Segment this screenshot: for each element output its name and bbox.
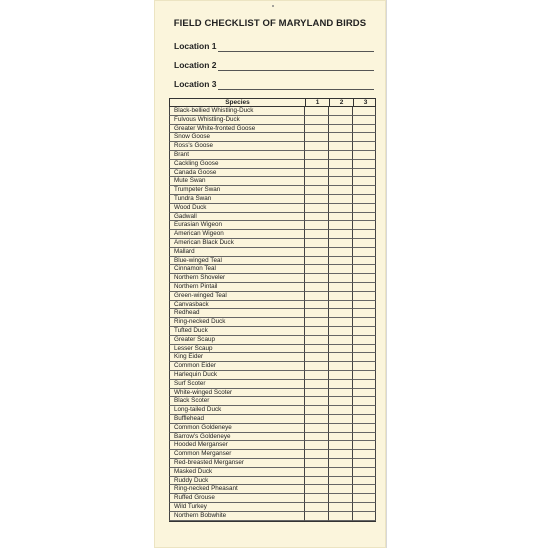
tally-box-location-1[interactable] <box>304 318 328 327</box>
tally-box-location-3[interactable] <box>352 353 376 362</box>
table-row <box>169 353 376 362</box>
species-name: Black-bellied Whistling-Duck <box>169 107 304 116</box>
tally-box-location-1[interactable] <box>304 468 328 477</box>
species-name: Brant <box>169 151 304 160</box>
table-row <box>169 301 376 310</box>
species-name: Green-winged Teal <box>169 292 304 301</box>
tally-box-location-1[interactable] <box>304 441 328 450</box>
punch-mark <box>272 5 274 7</box>
table-row <box>169 213 376 222</box>
tally-box-location-1[interactable] <box>304 125 328 134</box>
table-row <box>169 371 376 380</box>
location-3-label: Location 3 <box>174 79 217 89</box>
tally-box-location-2[interactable] <box>328 107 352 116</box>
tally-box-location-2[interactable] <box>328 494 352 503</box>
species-name: Blue-winged Teal <box>169 257 304 266</box>
tally-box-location-2[interactable] <box>328 468 352 477</box>
tally-box-location-1[interactable] <box>304 292 328 301</box>
species-name: Canada Goose <box>169 169 304 178</box>
table-row <box>169 459 376 468</box>
tally-box-location-1[interactable] <box>304 116 328 125</box>
tally-box-location-1[interactable] <box>304 415 328 424</box>
tally-box-location-2[interactable] <box>328 292 352 301</box>
tally-box-location-2[interactable] <box>328 248 352 257</box>
species-name: Northern Shoveler <box>169 274 304 283</box>
tally-box-location-2[interactable] <box>328 380 352 389</box>
tally-box-location-1[interactable] <box>304 221 328 230</box>
tally-box-location-2[interactable] <box>328 221 352 230</box>
tally-box-location-1[interactable] <box>304 459 328 468</box>
table-row <box>169 265 376 274</box>
tally-box-location-3[interactable] <box>352 494 376 503</box>
tally-box-location-3[interactable] <box>352 265 376 274</box>
tally-box-location-3[interactable] <box>352 503 376 512</box>
tally-box-location-3[interactable] <box>352 186 376 195</box>
species-name: Cackling Goose <box>169 160 304 169</box>
table-row <box>169 309 376 318</box>
location-3-line <box>218 89 374 90</box>
table-row <box>169 116 376 125</box>
tally-box-location-2[interactable] <box>328 160 352 169</box>
tally-box-location-2[interactable] <box>328 477 352 486</box>
tally-box-location-1[interactable] <box>304 503 328 512</box>
species-name: Wild Turkey <box>169 503 304 512</box>
tally-box-location-1[interactable] <box>304 362 328 371</box>
tally-box-location-1[interactable] <box>304 195 328 204</box>
tally-box-location-1[interactable] <box>304 107 328 116</box>
location-1-field[interactable] <box>174 41 374 53</box>
table-row <box>169 257 376 266</box>
table-row <box>169 424 376 433</box>
table-row <box>169 133 376 142</box>
species-name: Long-tailed Duck <box>169 406 304 415</box>
tally-box-location-2[interactable] <box>328 230 352 239</box>
tally-box-location-3[interactable] <box>352 345 376 354</box>
tally-box-location-2[interactable] <box>328 142 352 151</box>
tally-box-location-1[interactable] <box>304 336 328 345</box>
tally-box-location-1[interactable] <box>304 142 328 151</box>
tally-box-location-1[interactable] <box>304 230 328 239</box>
tally-box-location-2[interactable] <box>328 274 352 283</box>
table-row <box>169 125 376 134</box>
tally-box-location-2[interactable] <box>328 512 352 521</box>
table-row <box>169 195 376 204</box>
tally-box-location-3[interactable] <box>352 274 376 283</box>
table-row <box>169 107 376 116</box>
species-name: Ross's Goose <box>169 142 304 151</box>
tally-box-location-1[interactable] <box>304 512 328 521</box>
tally-box-location-2[interactable] <box>328 133 352 142</box>
table-row <box>169 441 376 450</box>
tally-box-location-2[interactable] <box>328 362 352 371</box>
tally-box-location-2[interactable] <box>328 204 352 213</box>
table-row <box>169 230 376 239</box>
species-name: Tufted Duck <box>169 327 304 336</box>
tally-box-location-1[interactable] <box>304 380 328 389</box>
tally-box-location-3[interactable] <box>352 301 376 310</box>
table-row <box>169 503 376 512</box>
species-name: American Wigeon <box>169 230 304 239</box>
tally-box-location-2[interactable] <box>328 389 352 398</box>
species-name: Harlequin Duck <box>169 371 304 380</box>
table-row <box>169 283 376 292</box>
tally-box-location-2[interactable] <box>328 125 352 134</box>
tally-box-location-2[interactable] <box>328 186 352 195</box>
species-name: Gadwall <box>169 213 304 222</box>
tally-box-location-2[interactable] <box>328 450 352 459</box>
tally-box-location-2[interactable] <box>328 441 352 450</box>
table-row <box>169 450 376 459</box>
checklist-card <box>154 0 386 548</box>
tally-box-location-3[interactable] <box>352 450 376 459</box>
table-row <box>169 177 376 186</box>
species-name: Barrow's Goldeneye <box>169 433 304 442</box>
tally-box-location-3[interactable] <box>352 239 376 248</box>
species-name: Common Eider <box>169 362 304 371</box>
species-name: Common Goldeneye <box>169 424 304 433</box>
table-row <box>169 239 376 248</box>
table-row <box>169 477 376 486</box>
location-1-column-header: 1 <box>305 99 329 106</box>
table-row <box>169 380 376 389</box>
location-3-column-header: 3 <box>353 99 377 106</box>
species-name: Snow Goose <box>169 133 304 142</box>
table-row <box>169 512 376 521</box>
tally-box-location-2[interactable] <box>328 318 352 327</box>
tally-box-location-1[interactable] <box>304 485 328 494</box>
tally-box-location-3[interactable] <box>352 336 376 345</box>
tally-box-location-3[interactable] <box>352 195 376 204</box>
tally-box-location-2[interactable] <box>328 485 352 494</box>
species-name: Lesser Scaup <box>169 345 304 354</box>
species-name: Bufflehead <box>169 415 304 424</box>
tally-box-location-2[interactable] <box>328 459 352 468</box>
species-name: Mute Swan <box>169 177 304 186</box>
tally-box-location-1[interactable] <box>304 160 328 169</box>
tally-box-location-1[interactable] <box>304 257 328 266</box>
location-3-field[interactable] <box>174 79 374 91</box>
tally-box-location-3[interactable] <box>352 327 376 336</box>
tally-box-location-1[interactable] <box>304 239 328 248</box>
table-row <box>169 221 376 230</box>
tally-box-location-3[interactable] <box>352 362 376 371</box>
checklist-title: FIELD CHECKLIST OF MARYLAND BIRDS <box>173 18 367 29</box>
table-header <box>169 98 376 107</box>
table-row <box>169 494 376 503</box>
tally-box-location-1[interactable] <box>304 424 328 433</box>
species-table <box>169 98 377 530</box>
tally-box-location-3[interactable] <box>352 380 376 389</box>
tally-box-location-3[interactable] <box>352 424 376 433</box>
tally-box-location-3[interactable] <box>352 177 376 186</box>
species-name: King Eider <box>169 353 304 362</box>
tally-box-location-2[interactable] <box>328 257 352 266</box>
tally-box-location-2[interactable] <box>328 345 352 354</box>
species-name: Black Scoter <box>169 397 304 406</box>
tally-box-location-2[interactable] <box>328 309 352 318</box>
location-2-line <box>218 70 374 71</box>
tally-box-location-1[interactable] <box>304 283 328 292</box>
tally-box-location-1[interactable] <box>304 371 328 380</box>
tally-box-location-2[interactable] <box>328 151 352 160</box>
tally-box-location-3[interactable] <box>352 160 376 169</box>
table-row <box>169 274 376 283</box>
table-row <box>169 204 376 213</box>
tally-box-location-2[interactable] <box>328 397 352 406</box>
tally-box-location-2[interactable] <box>328 301 352 310</box>
tally-box-location-1[interactable] <box>304 309 328 318</box>
tally-box-location-3[interactable] <box>352 142 376 151</box>
tally-box-location-1[interactable] <box>304 301 328 310</box>
tally-box-location-3[interactable] <box>352 468 376 477</box>
tally-box-location-3[interactable] <box>352 257 376 266</box>
tally-box-location-1[interactable] <box>304 274 328 283</box>
table-row <box>169 485 376 494</box>
tally-box-location-3[interactable] <box>352 125 376 134</box>
tally-box-location-2[interactable] <box>328 503 352 512</box>
tally-box-location-2[interactable] <box>328 327 352 336</box>
table-row <box>169 415 376 424</box>
tally-box-location-3[interactable] <box>352 485 376 494</box>
tally-box-location-1[interactable] <box>304 327 328 336</box>
table-row <box>169 151 376 160</box>
table-row <box>169 468 376 477</box>
tally-box-location-1[interactable] <box>304 265 328 274</box>
tally-box-location-3[interactable] <box>352 230 376 239</box>
table-bottom-border <box>169 521 376 522</box>
species-name: Greater White-fronted Goose <box>169 125 304 134</box>
species-name: Mallard <box>169 248 304 257</box>
table-row <box>169 142 376 151</box>
tally-box-location-1[interactable] <box>304 477 328 486</box>
tally-box-location-3[interactable] <box>352 415 376 424</box>
species-name: Ruddy Duck <box>169 477 304 486</box>
table-row <box>169 389 376 398</box>
tally-box-location-2[interactable] <box>328 415 352 424</box>
species-name: Northern Bobwhite <box>169 512 304 521</box>
tally-box-location-2[interactable] <box>328 336 352 345</box>
tally-box-location-3[interactable] <box>352 433 376 442</box>
species-name: Masked Duck <box>169 468 304 477</box>
tally-box-location-3[interactable] <box>352 397 376 406</box>
tally-box-location-3[interactable] <box>352 204 376 213</box>
species-name: Trumpeter Swan <box>169 186 304 195</box>
tally-box-location-2[interactable] <box>328 195 352 204</box>
tally-box-location-3[interactable] <box>352 477 376 486</box>
tally-box-location-3[interactable] <box>352 318 376 327</box>
species-name: Fulvous Whistling-Duck <box>169 116 304 125</box>
species-name: Hooded Merganser <box>169 441 304 450</box>
tally-box-location-2[interactable] <box>328 433 352 442</box>
table-row <box>169 169 376 178</box>
table-row <box>169 345 376 354</box>
species-name: Redhead <box>169 309 304 318</box>
tally-box-location-1[interactable] <box>304 169 328 178</box>
tally-box-location-2[interactable] <box>328 239 352 248</box>
tally-box-location-1[interactable] <box>304 248 328 257</box>
tally-box-location-3[interactable] <box>352 283 376 292</box>
table-row <box>169 292 376 301</box>
tally-box-location-1[interactable] <box>304 345 328 354</box>
tally-box-location-1[interactable] <box>304 389 328 398</box>
species-name: Northern Pintail <box>169 283 304 292</box>
table-row <box>169 318 376 327</box>
table-row <box>169 327 376 336</box>
tally-box-location-2[interactable] <box>328 353 352 362</box>
table-row <box>169 433 376 442</box>
tally-box-location-2[interactable] <box>328 116 352 125</box>
tally-box-location-2[interactable] <box>328 424 352 433</box>
tally-box-location-2[interactable] <box>328 177 352 186</box>
tally-box-location-2[interactable] <box>328 283 352 292</box>
table-row <box>169 186 376 195</box>
species-column-header: Species <box>225 99 250 106</box>
species-name: Ruffed Grouse <box>169 494 304 503</box>
species-name: Common Merganser <box>169 450 304 459</box>
tally-box-location-1[interactable] <box>304 213 328 222</box>
tally-box-location-1[interactable] <box>304 433 328 442</box>
species-name: American Black Duck <box>169 239 304 248</box>
card-edge-shadow <box>386 0 387 548</box>
tally-box-location-1[interactable] <box>304 133 328 142</box>
tally-box-location-3[interactable] <box>352 459 376 468</box>
table-row <box>169 336 376 345</box>
table-row <box>169 362 376 371</box>
tally-box-location-1[interactable] <box>304 151 328 160</box>
tally-box-location-3[interactable] <box>352 292 376 301</box>
tally-box-location-3[interactable] <box>352 371 376 380</box>
tally-box-location-2[interactable] <box>328 169 352 178</box>
species-name: White-winged Scoter <box>169 389 304 398</box>
species-name: Tundra Swan <box>169 195 304 204</box>
tally-box-location-2[interactable] <box>328 406 352 415</box>
species-name: Cinnamon Teal <box>169 265 304 274</box>
tally-box-location-1[interactable] <box>304 177 328 186</box>
species-name: Ring-necked Pheasant <box>169 485 304 494</box>
species-name: Red-breasted Merganser <box>169 459 304 468</box>
species-name: Eurasian Wigeon <box>169 221 304 230</box>
tally-box-location-1[interactable] <box>304 186 328 195</box>
species-name: Surf Scoter <box>169 380 304 389</box>
tally-box-location-3[interactable] <box>352 151 376 160</box>
tally-box-location-3[interactable] <box>352 169 376 178</box>
tally-box-location-3[interactable] <box>352 213 376 222</box>
tally-box-location-3[interactable] <box>352 441 376 450</box>
location-1-label: Location 1 <box>174 41 217 51</box>
tally-box-location-2[interactable] <box>328 265 352 274</box>
tally-box-location-3[interactable] <box>352 406 376 415</box>
tally-box-location-3[interactable] <box>352 107 376 116</box>
tally-box-location-2[interactable] <box>328 213 352 222</box>
tally-box-location-1[interactable] <box>304 353 328 362</box>
location-1-line <box>218 51 374 52</box>
tally-box-location-2[interactable] <box>328 371 352 380</box>
table-row <box>169 406 376 415</box>
tally-box-location-3[interactable] <box>352 221 376 230</box>
location-2-column-header: 2 <box>329 99 353 106</box>
tally-box-location-1[interactable] <box>304 204 328 213</box>
table-row <box>169 397 376 406</box>
tally-box-location-3[interactable] <box>352 116 376 125</box>
tally-box-location-1[interactable] <box>304 494 328 503</box>
species-name: Canvasback <box>169 301 304 310</box>
location-2-field[interactable] <box>174 60 374 72</box>
tally-box-location-3[interactable] <box>352 512 376 521</box>
species-name: Wood Duck <box>169 204 304 213</box>
tally-box-location-1[interactable] <box>304 450 328 459</box>
table-row <box>169 160 376 169</box>
tally-box-location-3[interactable] <box>352 248 376 257</box>
location-2-label: Location 2 <box>174 60 217 70</box>
tally-box-location-1[interactable] <box>304 397 328 406</box>
species-name: Ring-necked Duck <box>169 318 304 327</box>
tally-box-location-1[interactable] <box>304 406 328 415</box>
table-row <box>169 248 376 257</box>
tally-box-location-3[interactable] <box>352 133 376 142</box>
species-name: Greater Scaup <box>169 336 304 345</box>
tally-box-location-3[interactable] <box>352 389 376 398</box>
tally-box-location-3[interactable] <box>352 309 376 318</box>
